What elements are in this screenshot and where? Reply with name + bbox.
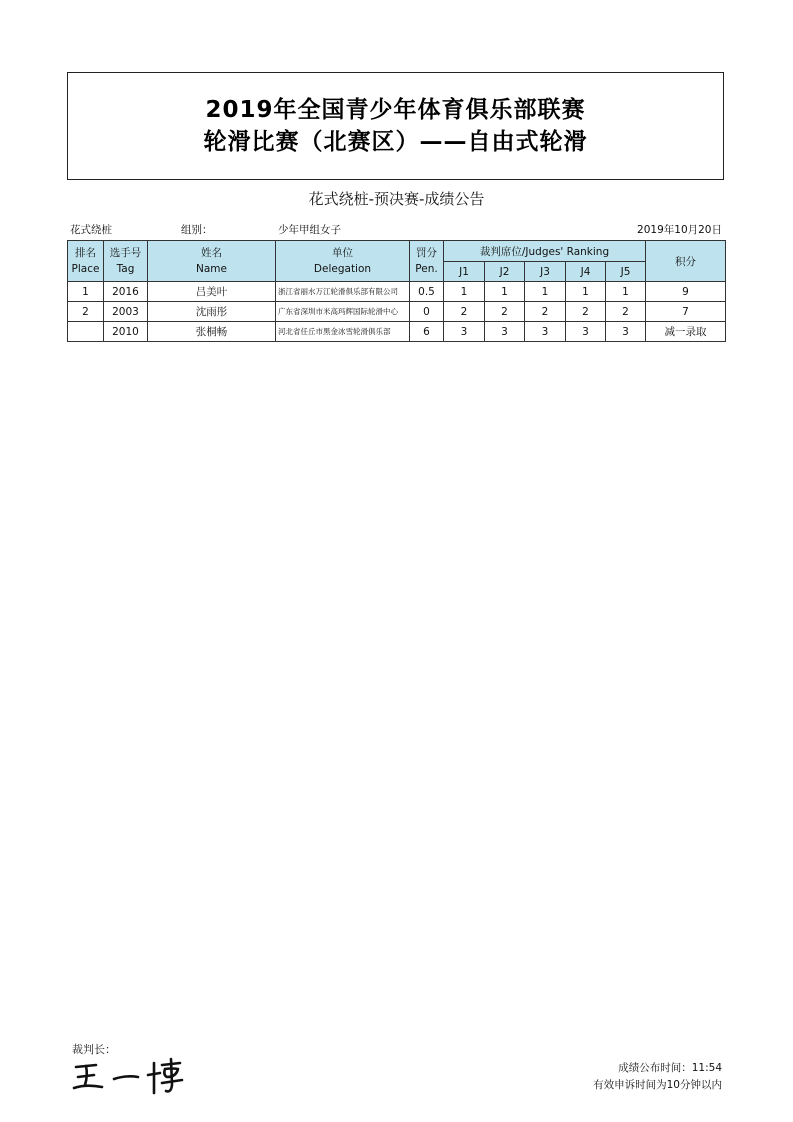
header-name-cn: 姓名 <box>201 247 222 259</box>
header-delegation-en: Delegation <box>313 263 372 275</box>
header-score: 积分 <box>646 241 726 282</box>
cell-j5: 2 <box>606 302 646 322</box>
header-penalty-en: Pen. <box>415 263 438 275</box>
cell-j2: 1 <box>485 282 525 302</box>
cell-penalty: 0 <box>410 302 444 322</box>
title-box <box>67 72 724 180</box>
cell-tag: 2010 <box>104 322 148 342</box>
chief-judge-signature <box>70 1055 190 1097</box>
cell-place: 1 <box>68 282 104 302</box>
cell-j5: 3 <box>606 322 646 342</box>
cell-score: 7 <box>646 302 726 322</box>
header-j3: J3 <box>525 262 566 282</box>
cell-penalty: 0.5 <box>410 282 444 302</box>
header-penalty-cn: 罚分 <box>416 247 437 259</box>
cell-j5: 1 <box>606 282 646 302</box>
header-judges-ranking: 裁判席位/Judges' Ranking <box>444 241 646 262</box>
header-penalty <box>410 241 444 282</box>
header-tag <box>104 241 148 282</box>
table-row <box>68 282 726 302</box>
chief-judge-label: 裁判长： <box>72 1043 116 1056</box>
event-name: 花式绕桩 <box>70 224 112 236</box>
cell-j1: 1 <box>444 282 485 302</box>
header-delegation <box>276 241 410 282</box>
title-line-2: 轮滑比赛（北赛区）——自由式轮滑 <box>203 129 588 155</box>
header-tag-en: Tag <box>116 263 135 275</box>
table-row <box>68 302 726 322</box>
group-value: 少年甲组女子 <box>278 224 341 236</box>
cell-j4: 1 <box>566 282 606 302</box>
cell-score: 9 <box>646 282 726 302</box>
cell-name: 张桐畅 <box>148 322 276 342</box>
table-row <box>68 322 726 342</box>
cell-penalty: 6 <box>410 322 444 342</box>
header-name-en: Name <box>196 263 227 275</box>
cell-j1: 3 <box>444 322 485 342</box>
cell-j2: 3 <box>485 322 525 342</box>
event-date: 2019年10月20日 <box>637 224 722 236</box>
cell-j3: 2 <box>525 302 566 322</box>
publish-time: 成绩公布时间：11:54 <box>618 1062 722 1074</box>
header-j4: J4 <box>566 262 606 282</box>
cell-delegation: 浙江省丽水万江轮滑俱乐部有限公司 <box>276 282 410 302</box>
group-label: 组别： <box>181 224 213 236</box>
title-line-1: 2019年全国青少年体育俱乐部联赛 <box>205 97 586 123</box>
cell-score: 减一录取 <box>646 322 726 342</box>
announcement-subtitle: 花式绕桩-预决赛-成绩公告 <box>308 190 485 208</box>
cell-place: 2 <box>68 302 104 322</box>
cell-j4: 2 <box>566 302 606 322</box>
header-delegation-cn: 单位 <box>332 247 353 259</box>
header-j1: J1 <box>444 262 485 282</box>
cell-place <box>68 322 104 342</box>
header-place-cn: 排名 <box>75 247 96 259</box>
header-tag-cn: 选手号 <box>109 247 142 259</box>
cell-j4: 3 <box>566 322 606 342</box>
cell-tag: 2003 <box>104 302 148 322</box>
cell-name: 沈雨彤 <box>148 302 276 322</box>
results-table <box>67 240 726 342</box>
cell-j3: 3 <box>525 322 566 342</box>
appeal-note: 有效申诉时间为10分钟以内 <box>593 1079 722 1091</box>
cell-name: 吕美叶 <box>148 282 276 302</box>
header-name <box>148 241 276 282</box>
cell-j2: 2 <box>485 302 525 322</box>
header-j2: J2 <box>485 262 525 282</box>
header-place <box>68 241 104 282</box>
header-j5: J5 <box>606 262 646 282</box>
cell-j1: 2 <box>444 302 485 322</box>
cell-delegation: 广东省深圳市米高玛辉国际轮滑中心 <box>276 302 410 322</box>
header-place-en: Place <box>71 263 100 275</box>
cell-j3: 1 <box>525 282 566 302</box>
cell-tag: 2016 <box>104 282 148 302</box>
cell-delegation: 河北省任丘市黑金冰雪轮滑俱乐部 <box>276 322 410 342</box>
